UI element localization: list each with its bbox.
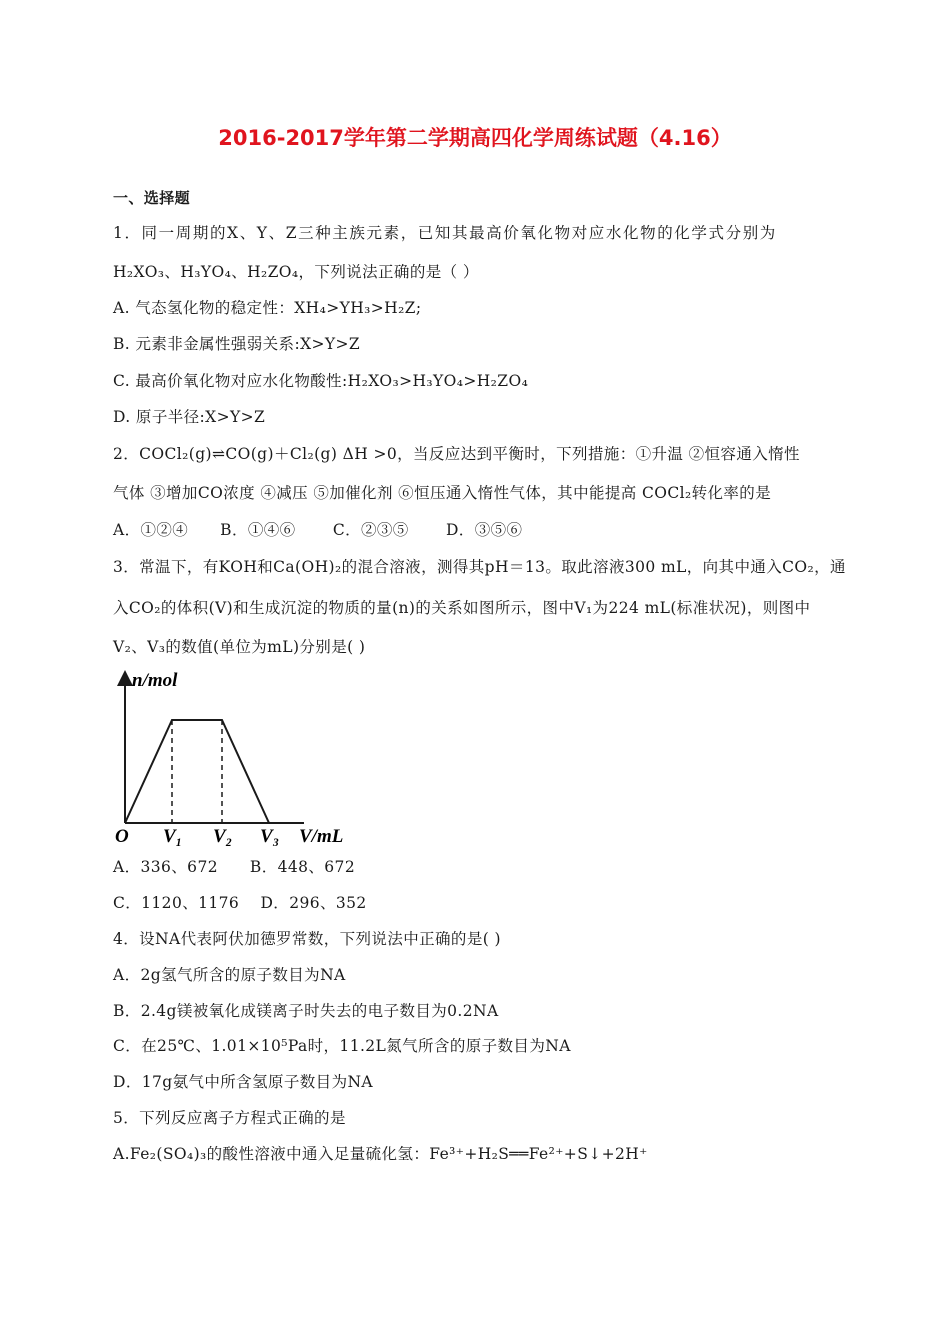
q3-options-ab: A．336、672 B．448、672 — [113, 858, 356, 876]
q1-option-b: B. 元素非金属性强弱关系:X>Y>Z — [113, 335, 361, 353]
q1-stem-line1: 1．同一周期的X、Y、Z三种主族元素，已知其最高价氧化物对应水化物的化学式分别为 — [113, 224, 777, 242]
origin-label: O — [115, 826, 129, 846]
q3-stem-line1: 3．常温下，有KOH和Ca(OH)₂的混合溶液，测得其pH＝13。取此溶液300 mL，向其中通入CO₂，通 — [113, 558, 846, 576]
x-axis-label: V/mL — [299, 826, 344, 846]
tick-v1: V₁ — [163, 826, 183, 846]
tick-v2: V₂ — [213, 826, 233, 846]
tick-v3: V₃ — [260, 826, 280, 846]
q2-options: A．①②④ B．①④⑥ C．②③⑤ D．③⑤⑥ — [113, 521, 523, 539]
q3-options-cd: C．1120、1176 D．296、352 — [113, 894, 367, 912]
q4-option-c: C．在25℃、1.01×10⁵Pa时，11.2L氮气所含的原子数目为NA — [113, 1037, 571, 1055]
q3-stem-line3: V₂、V₃的数值(单位为mL)分别是( ) — [113, 638, 366, 656]
q2-stem-line2: 气体 ③增加CO浓度 ④减压 ⑤加催化剂 ⑥恒压通入惰性气体，其中能提高 COCl₂转化率的是 — [113, 484, 772, 502]
y-axis-label: n/mol — [132, 670, 178, 691]
q4-stem: 4．设NA代表阿伏加德罗常数，下列说法中正确的是( ) — [113, 930, 501, 948]
q4-option-d: D．17g氨气中所含氢原子数目为NA — [113, 1073, 374, 1091]
q5-option-a: A.Fe₂(SO₄)₃的酸性溶液中通入足量硫化氢：Fe³⁺+H₂S══Fe²⁺+S↓+2H⁺ — [113, 1145, 648, 1163]
q2-stem-line1: 2．COCl₂(g)⇌CO(g)＋Cl₂(g) ΔH >0，当反应达到平衡时，下列措施：①升温 ②恒容通入惰性 — [113, 445, 800, 463]
curve — [125, 720, 269, 823]
section-heading: 一、选择题 — [113, 189, 191, 207]
q1-stem-line2: H₂XO₃、H₃YO₄、H₂ZO₄，下列说法正确的是（ ） — [113, 263, 479, 281]
page-title: 2016-2017学年第二学期高四化学周练试题（4.16） — [218, 126, 732, 150]
q3-stem-line2: 入CO₂的体积(V)和生成沉淀的物质的量(n)的关系如图所示，图中V₁为224 mL(标准状况)，则图中 — [113, 599, 811, 617]
q4-option-a: A．2g氢气所含的原子数目为NA — [113, 966, 346, 984]
q5-stem: 5．下列反应离子方程式正确的是 — [113, 1109, 346, 1127]
q1-option-a: A. 气态氢化物的稳定性：XH₄>YH₃>H₂Z; — [113, 299, 422, 317]
precipitate-graph — [112, 668, 362, 846]
q1-option-c: C. 最高价氧化物对应水化物酸性:H₂XO₃>H₃YO₄>H₂ZO₄ — [113, 372, 529, 390]
q4-option-b: B．2.4g镁被氧化成镁离子时失去的电子数目为0.2NA — [113, 1002, 499, 1020]
q1-option-d: D. 原子半径:X>Y>Z — [113, 408, 266, 426]
